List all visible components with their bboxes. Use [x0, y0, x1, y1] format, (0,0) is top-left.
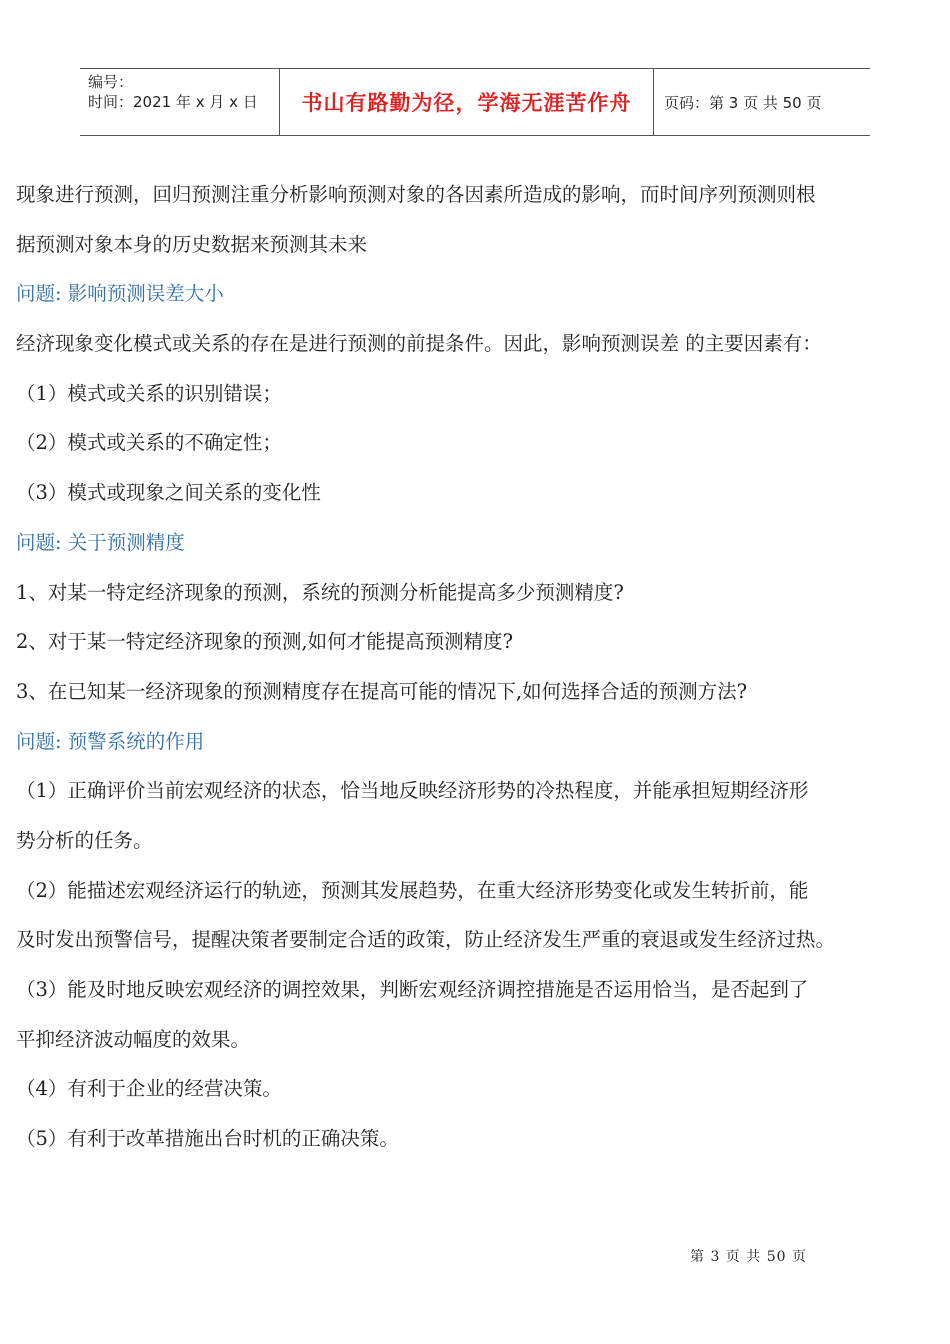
document-body: [16, 170, 942, 1164]
body-line: 经济现象变化模式或关系的存在是进行预测的前提条件。因此，影响预测误差 的主要因素有：: [16, 332, 822, 356]
body-line: （1）模式或关系的识别错误；: [16, 381, 282, 405]
body-line: 及时发出预警信号，提醒决策者要制定合适的政策，防止经济发生严重的衰退或发生经济过热。: [16, 928, 836, 952]
body-line: 现象进行预测，回归预测注重分析影响预测对象的各因素所造成的影响，而时间序列预测则根: [16, 183, 816, 206]
body-line: （3）能及时地反映宏观经济的调控效果，判断宏观经济调控措施是否运用恰当，是否起到了: [16, 978, 809, 1001]
page-header: [80, 68, 870, 136]
header-time: 时间：2021 年 x 月 x 日: [88, 93, 258, 111]
body-line: （5）有利于改革措施出台时机的正确决策。: [16, 1127, 399, 1151]
body-line: 势分析的任务。: [16, 828, 153, 852]
body-line: 3、在已知某一经济现象的预测精度存在提高可能的情况下,如何选择合适的预测方法?: [16, 679, 748, 703]
body-line: 2、对于某一特定经济现象的预测,如何才能提高预测精度?: [16, 630, 514, 654]
section-heading: 问题: 影响预测误差大小: [16, 282, 224, 306]
body-line: （3）模式或现象之间关系的变化性: [16, 481, 321, 505]
section-heading: 问题: 关于预测精度: [16, 530, 185, 554]
header-slogan: 书山有路勤为径，学海无涯苦作舟: [280, 69, 654, 135]
section-heading: 问题: 预警系统的作用: [16, 729, 205, 753]
header-meta: [80, 69, 280, 135]
body-line: （1）正确评价当前宏观经济的状态，恰当地反映经济形势的冷热程度，并能承担短期经济形: [16, 779, 809, 803]
header-number: 编号：: [88, 73, 134, 91]
body-line: （4）有利于企业的经营决策。: [16, 1077, 282, 1101]
body-line: 1、对某一特定经济现象的预测，系统的预测分析能提高多少预测精度?: [16, 580, 624, 604]
body-line: 平抑经济波动幅度的效果。: [16, 1027, 251, 1051]
body-line: 据预测对象本身的历史数据来预测其未来: [16, 232, 368, 256]
header-page-info: 页码：第 3 页 共 50 页: [664, 93, 822, 112]
body-line: （2）能描述宏观经济运行的轨迹，预测其发展趋势，在重大经济形势变化或发生转折前，能: [16, 878, 809, 902]
body-line: （2）模式或关系的不确定性；: [16, 431, 282, 455]
page-footer: 第 3 页 共 50 页: [690, 1249, 807, 1265]
